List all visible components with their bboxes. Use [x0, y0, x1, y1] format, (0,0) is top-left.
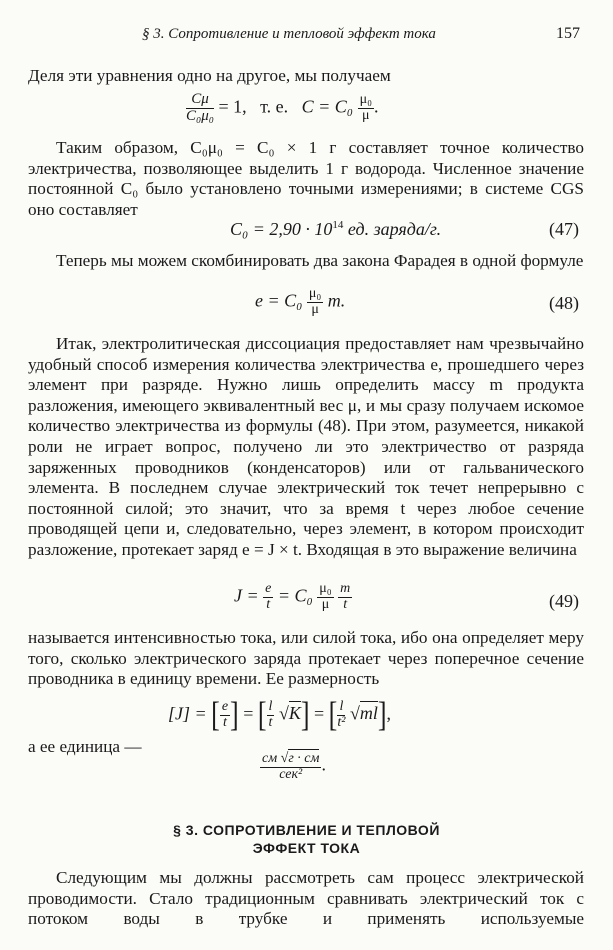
equation-unit: $\frac{см √г \cdot см}{\text{сек²}}$ .: [262, 751, 326, 782]
mu-fraction: $\frac{\text{μ₀}}{\mu}$: [359, 92, 372, 123]
dim-fraction-2: $\frac{l}{t}$: [268, 699, 273, 730]
equation-number-47: (47): [549, 219, 579, 239]
ratio-fraction: $\frac{C\mu}{\text{C₀μ₀}}$: [186, 91, 214, 124]
paragraph-4: Итак, электролитическая диссоциация предоставляет нам чрезвычайно удобный способ измерения количества электричества e, прошедшего через элемент при разряде. Нужно лишь определить массу m продукта разложения, имеющего эквивалентный вес μ, и мы сразу получаем искомое количество электричества из формулы (48). При этом, разумеется, никакой роли не играет вопрос, получено ли это электричество от разряда заряженных проводников (конденсаторов) или от гальванического элемента. В последнем случае электрический ток течет непрерывно с постоянной силой; это значит, что за время t через любое сечение проводящей цепи и, следовательно, через элемент, в котором происходит разложение, протекает заряд e = J × t. Входящая в это выражение величина: [28, 334, 584, 559]
equation-ratio: $\frac{C\mu}{\text{C₀μ₀}}$ = 1, т. е. C = C₀ $\frac{\text{μ₀}}{\mu}$ .: [186, 91, 379, 124]
paragraph-1: Деля эти уравнения одно на другое, мы получаем: [28, 66, 391, 85]
paragraph-5: называется интенсивностью тока, или силой тока, ибо она определяет меру того, сколько электрического заряда протекает через поперечное сечение проводника в единицу времени. Ее размерность: [28, 628, 584, 689]
paragraph-2: Таким образом, C₀μ₀ = C₀ × 1 г составляет точное количество электричества, позволяющее выделить 1 г водорода. Численное значение постоянной C₀ было установлено точными измерениями; в системе CGS оно составляет: [28, 138, 584, 219]
equation-number-49: (49): [549, 591, 579, 611]
eq49-fraction-3: $\frac{m}{t}$: [340, 581, 351, 612]
paragraph-7: Следующим мы должны рассмотреть сам процесс электрической проводимости. Стало традиционным сравнивать электрический ток с потоком воды в трубке и применять используемые: [28, 868, 584, 929]
paragraph-3: Теперь мы можем скомбинировать два закона Фарадея в одной формуле: [56, 251, 584, 270]
equation-49: J = $\frac{e}{t}$ = C₀ $\frac{\text{μ₀}}{\mu}$ $\frac{m}{t}$: [234, 581, 351, 612]
eq48-fraction: $\frac{\text{μ₀}}{\mu}$: [308, 286, 322, 317]
section-heading-line-2: ЭФФЕКТ ТОКА: [252, 840, 361, 856]
dim-fraction-1: $\frac{e}{t}$: [221, 699, 229, 730]
section-heading-line-1: § 3. СОПРОТИВЛЕНИЕ И ТЕПЛОВОЙ: [173, 822, 440, 838]
equation-dimension: [J] = [ $\frac{e}{t}$ ] = [ $\frac{l}{t}$ √K] = [ $\frac{l}{\text{t²}}$ √ml],: [168, 694, 391, 735]
dim-fraction-3: $\frac{l}{\text{t²}}$: [337, 699, 346, 730]
equation-47: $C_0 = 2,90 \cdot 10^{14}$ ед. заряда/г.: [230, 219, 442, 239]
equation-number-48: (48): [549, 293, 579, 313]
equation-48: e = C₀ $\frac{\text{μ₀}}{\mu}$ m.: [255, 286, 346, 317]
running-header: § 3. Сопротивление и тепловой эффект тока: [142, 26, 436, 42]
paragraph-6: а ее единица —: [28, 737, 142, 756]
page-number: 157: [556, 25, 580, 42]
unit-fraction: $\frac{см √г \cdot см}{\text{сек²}}$: [262, 751, 320, 782]
eq49-fraction-2: $\frac{\text{μ₀}}{\mu}$: [319, 581, 332, 612]
eq49-fraction-1: $\frac{e}{t}$: [265, 581, 272, 612]
